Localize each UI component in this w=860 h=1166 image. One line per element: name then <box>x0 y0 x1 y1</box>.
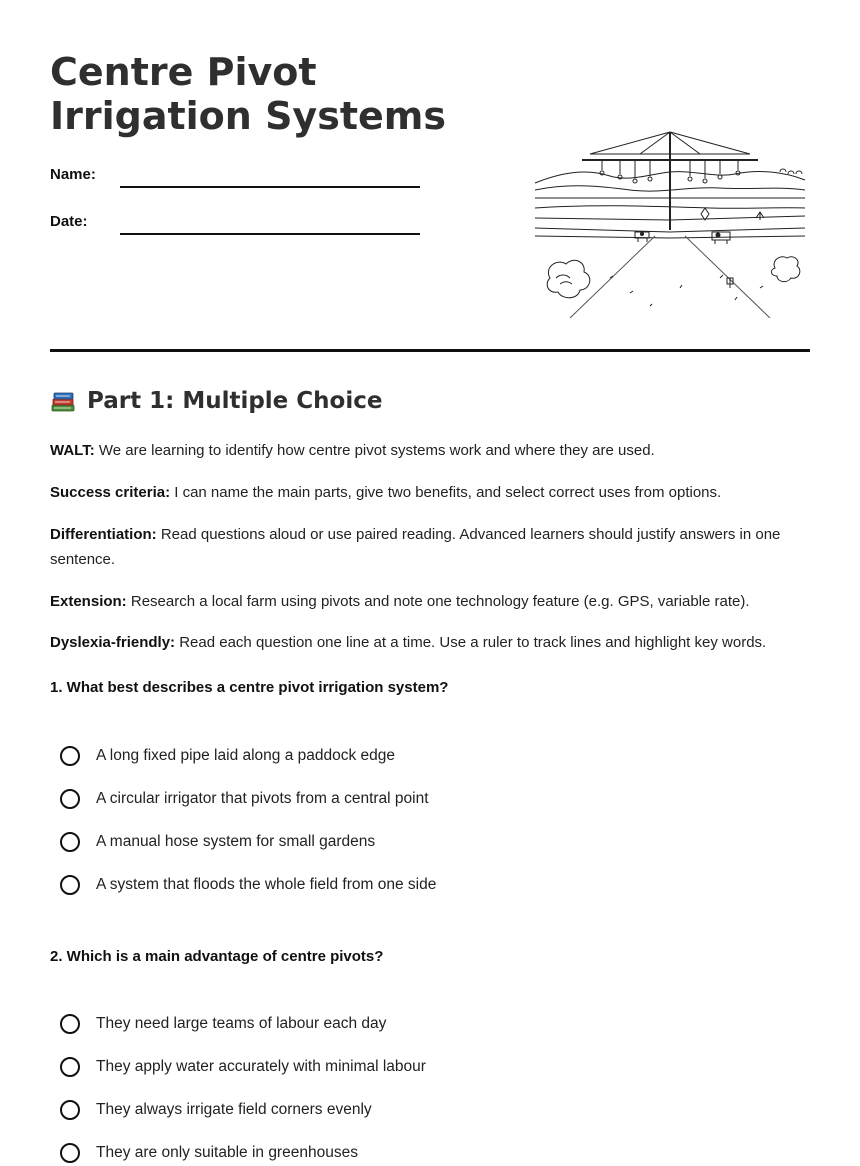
option-label: A manual hose system for small gardens <box>96 833 376 850</box>
question-1-option-c[interactable] <box>60 829 375 855</box>
question-2-option-a[interactable] <box>60 1011 386 1037</box>
question-2-option-c[interactable] <box>60 1097 372 1123</box>
success-criteria-paragraph <box>50 480 820 505</box>
question-1-option-a[interactable] <box>60 743 395 769</box>
walt-label: WALT: <box>50 442 95 459</box>
question-1-option-d[interactable] <box>60 872 436 898</box>
dyslexia-text: Read each question one line at a time. Use a ruler to track lines and highlight key words. <box>179 634 767 651</box>
radio-button[interactable] <box>60 789 80 809</box>
question-2: 2. Which is a main advantage of centre pivots? <box>50 948 384 965</box>
success-text: I can name the main parts, give two benefits, and select correct uses from options. <box>174 484 722 501</box>
radio-button[interactable] <box>60 832 80 852</box>
question-1-option-b[interactable] <box>60 786 429 812</box>
question-1: 1. What best describes a centre pivot irrigation system? <box>50 679 449 696</box>
dyslexia-label: Dyslexia-friendly: <box>50 634 176 651</box>
dyslexia-paragraph <box>50 630 820 655</box>
question-2-option-d[interactable] <box>60 1140 358 1166</box>
part1-title: Part 1: Multiple Choice <box>87 388 383 414</box>
option-label: A circular irrigator that pivots from a central point <box>96 790 429 807</box>
radio-button[interactable] <box>60 875 80 895</box>
extension-label: Extension: <box>50 593 127 610</box>
radio-button[interactable] <box>60 1100 80 1120</box>
success-label: Success criteria: <box>50 484 171 501</box>
walt-text: We are learning to identify how centre pivot systems work and where they are used. <box>98 442 655 459</box>
extension-paragraph <box>50 589 820 614</box>
date-label: Date: <box>50 213 88 230</box>
centre-pivot-farm-illustration <box>530 128 810 318</box>
question-2-option-b[interactable] <box>60 1054 426 1080</box>
option-label: A long fixed pipe laid along a paddock edge <box>96 747 396 764</box>
differentiation-label: Differentiation: <box>50 526 157 543</box>
radio-button[interactable] <box>60 746 80 766</box>
extension-text: Research a local farm using pivots and note one technology feature (e.g. GPS, variable rate). <box>130 593 750 610</box>
option-label: A system that floods the whole field from one side <box>96 876 437 893</box>
radio-button[interactable] <box>60 1143 80 1163</box>
differentiation-paragraph <box>50 522 820 572</box>
books-icon <box>50 388 76 414</box>
section-divider <box>50 349 810 352</box>
option-label: They need large teams of labour each day <box>96 1015 387 1032</box>
walt-paragraph <box>50 438 820 463</box>
option-label: They always irrigate field corners evenly <box>96 1101 372 1118</box>
name-field-line[interactable] <box>120 186 420 188</box>
option-label: They apply water accurately with minimal labour <box>96 1058 426 1075</box>
differentiation-text: Read questions aloud or use paired reading. Advanced learners should justify answers in one sentence. <box>50 526 781 568</box>
name-label: Name: <box>50 166 96 183</box>
radio-button[interactable] <box>60 1057 80 1077</box>
radio-button[interactable] <box>60 1014 80 1034</box>
option-label: They are only suitable in greenhouses <box>96 1144 358 1161</box>
part1-heading <box>50 388 382 414</box>
worksheet-title: Centre Pivot Irrigation Systems <box>50 50 446 138</box>
date-field-line[interactable] <box>120 233 420 235</box>
